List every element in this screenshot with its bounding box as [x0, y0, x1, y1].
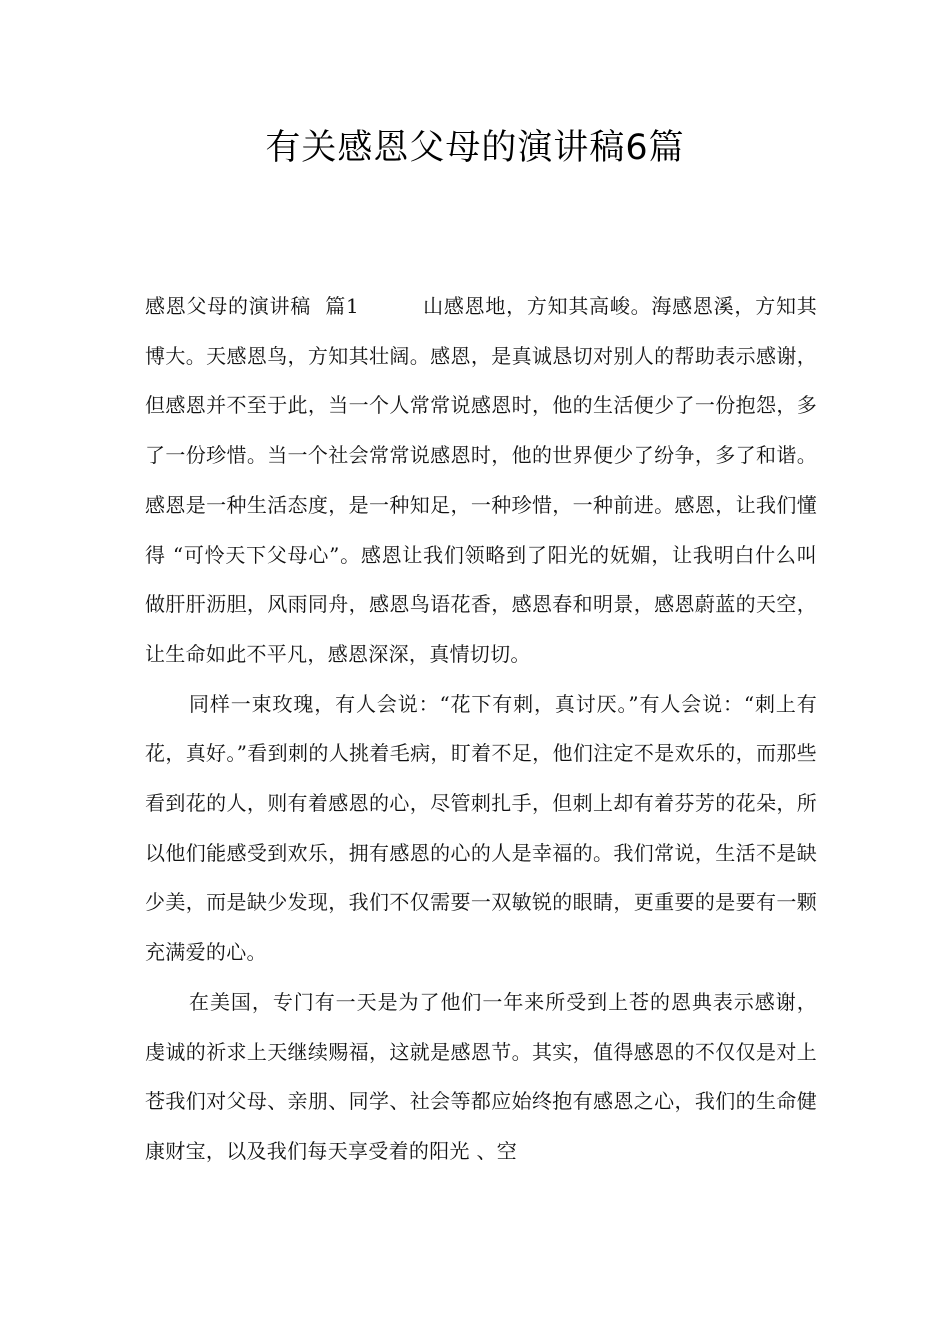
paragraph-2: 同样一束玫瑰，有人会说：“花下有刺，真讨厌。”有人会说：“刺上有花，真好。”看到刺的人挑着毛病，盯着不足，他们注定不是欢乐的，而那些看到花的人，则有着感恩的心，尽管刺扎手，但刺上却有着芬芳的花朵，所以他们能感受到欢乐，拥有感恩的心的人是幸福的。我们常说，生活不是缺少美，而是缺少发现，我们不仅需要一双敏锐的眼睛，更重要的是要有一颗充满爱的心。: [145, 691, 817, 965]
section-gap: [359, 294, 423, 318]
paragraph-1-text: 山感恩地，方知其高峻。海感恩溪，方知其博大。天感恩鸟，方知其壮阔。感恩，是真诚恳切对别人的帮助表示感谢，但感恩并不至于此，当一个人常常说感恩时，他的生活便少了一份抱怨，多了一份珍惜。当一个社会常常说感恩时，他的世界便少了纷争，多了和谐。感恩是一种生活态度，是一种知足，一种珍惜，一种前进。感恩，让我们懂得 “可怜天下父母心”。感恩让我们领略到了阳光的妩媚，让我明白什么叫做肝肝沥胆，风雨同舟，感恩鸟语花香，感恩春和明景，感恩蔚蓝的天空，让生命如此不平凡，感恩深深，真情切切。: [145, 294, 818, 666]
paragraph-3: 在美国，专门有一天是为了他们一年来所受到上苍的恩典表示感谢，虔诚的祈求上天继续赐福，这就是感恩节。其实，值得感恩的不仅仅是对上苍我们对父母、亲朋、同学、社会等都应始终抱有感恩之心，我们的生命健康财宝，以及我们每天享受着的阳光 、空: [145, 989, 817, 1163]
page-title: 有关感恩父母的演讲稿6篇: [265, 128, 685, 168]
section-label: 感恩父母的演讲稿 篇1: [145, 294, 360, 318]
paragraph-1: [145, 282, 817, 680]
document-body: [145, 282, 817, 1177]
